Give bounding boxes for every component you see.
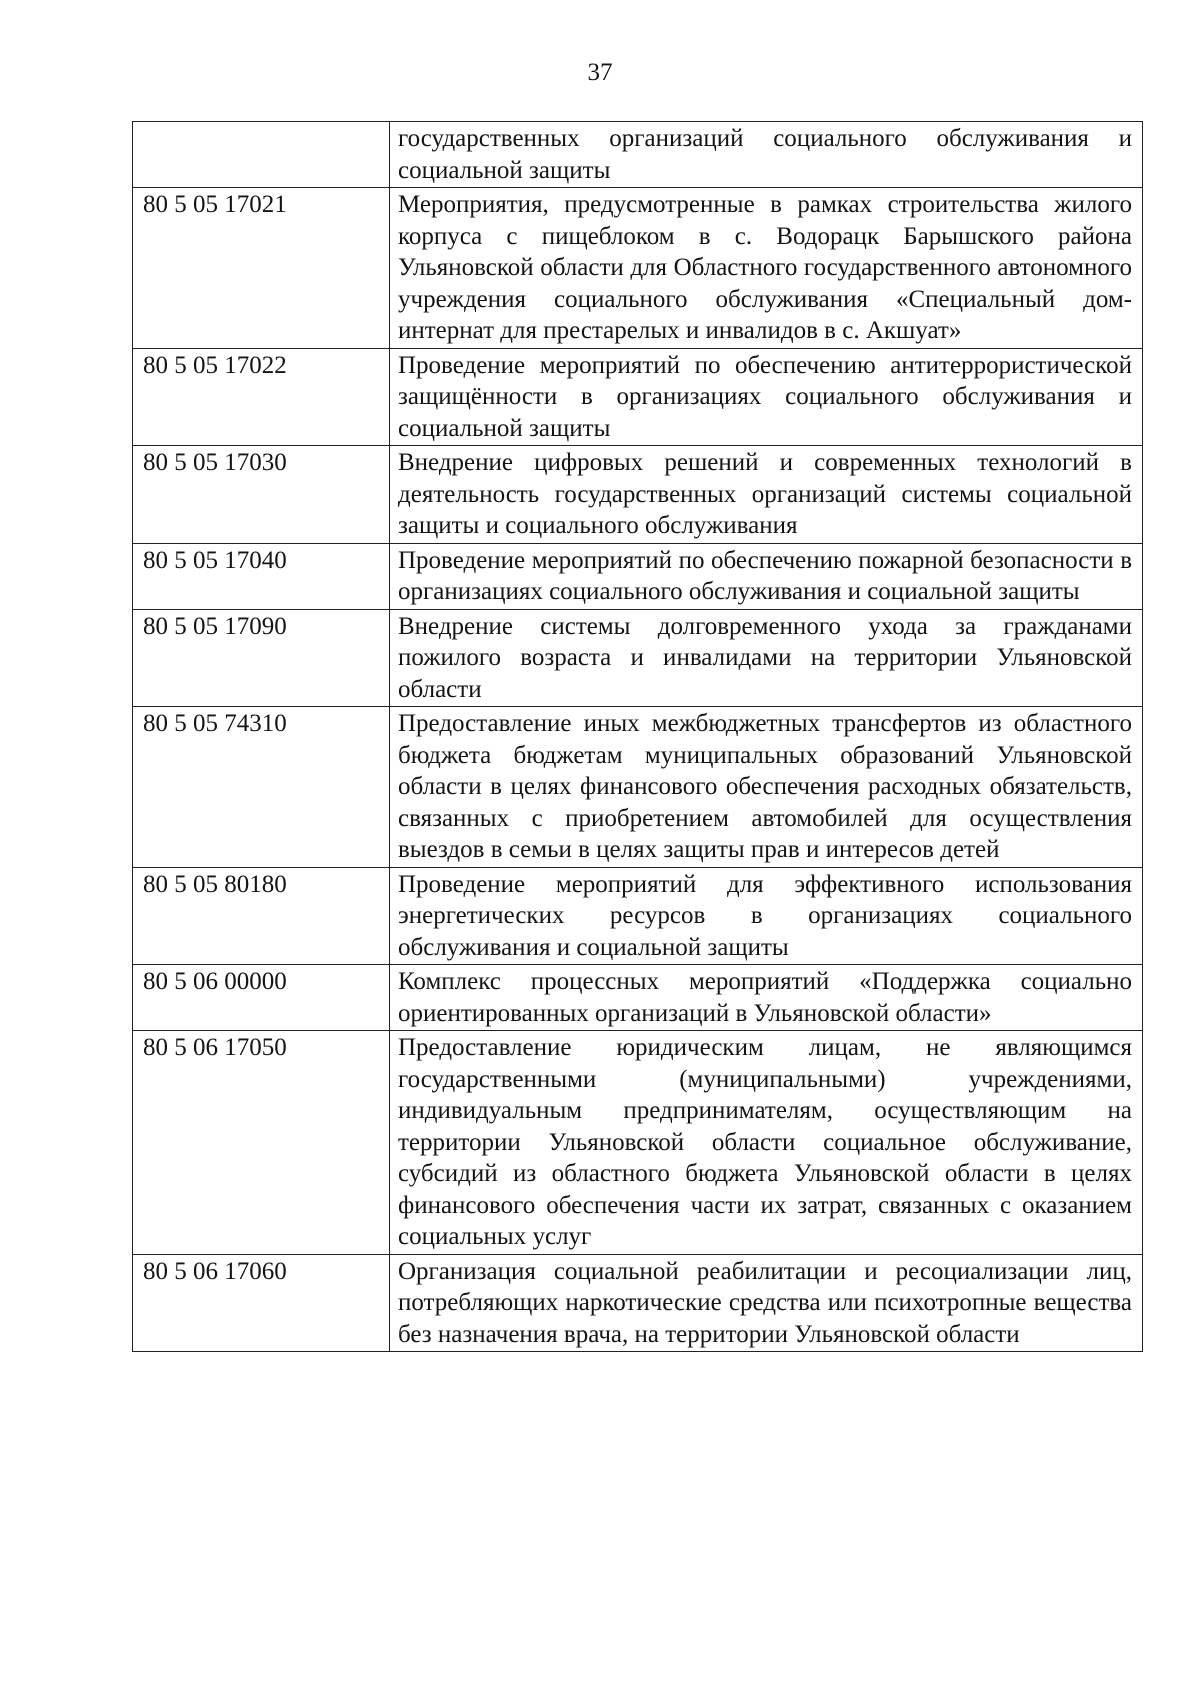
budget-code-cell: 80 5 05 80180 [133,867,390,965]
budget-code-cell: 80 5 06 17050 [133,1031,390,1255]
budget-code-cell: 80 5 05 17090 [133,609,390,707]
budget-code-cell: 80 5 05 17040 [133,543,390,609]
description-cell: Предоставление юридическим лицам, не являющимся государственными (муниципальными) учреждениями, индивидуальным предпринимателям, осуществляющим на территории Ульяновской области социальное обслуживание, субсидий из областного бюджета Ульяновской области в целях финансового обеспечения части их затрат, связанных с оказанием социальных услуг [390,1031,1143,1255]
description-cell: государственных организаций социального обслуживания и социальной защиты [390,122,1143,188]
budget-code-cell: 80 5 05 17030 [133,446,390,544]
budget-code-cell [133,122,390,188]
table-row [133,446,1143,544]
budget-code-table [132,121,1143,1352]
table-row [133,867,1143,965]
table-row [133,543,1143,609]
table-row [133,188,1143,349]
table-row [133,348,1143,446]
budget-code-cell: 80 5 06 00000 [133,965,390,1031]
table-row [133,707,1143,868]
description-cell: Предоставление иных межбюджетных трансфертов из областного бюджета бюджетам муниципальных образований Ульяновской области в целях финансового обеспечения расходных обязательств, связанных с приобретением автомобилей для осуществления выездов в семьи в целях защиты прав и интересов детей [390,707,1143,868]
description-cell: Мероприятия, предусмотренные в рамках строительства жилого корпуса с пищеблоком в с. Водорацк Барышского района Ульяновской области для Областного государственного автономного учреждения социального обслуживания «Специальный дом-интернат для престарелых и инвалидов в с. Акшуат» [390,188,1143,349]
budget-code-cell: 80 5 05 17022 [133,348,390,446]
table-row [133,1254,1143,1352]
description-cell: Проведение мероприятий по обеспечению антитеррористической защищённости в организациях социального обслуживания и социальной защиты [390,348,1143,446]
description-cell: Проведение мероприятий для эффективного использования энергетических ресурсов в организациях социального обслуживания и социальной защиты [390,867,1143,965]
page-number: 37 [587,59,613,86]
budget-code-cell: 80 5 06 17060 [133,1254,390,1352]
description-cell: Внедрение системы долговременного ухода за гражданами пожилого возраста и инвалидами на территории Ульяновской области [390,609,1143,707]
budget-code-cell: 80 5 05 17021 [133,188,390,349]
description-cell: Внедрение цифровых решений и современных технологий в деятельность государственных организаций системы социальной защиты и социального обслуживания [390,446,1143,544]
description-cell: Проведение мероприятий по обеспечению пожарной безопасности в организациях социального обслуживания и социальной защиты [390,543,1143,609]
table-row [133,609,1143,707]
budget-code-cell: 80 5 05 74310 [133,707,390,868]
table-row [133,1031,1143,1255]
description-cell: Организация социальной реабилитации и ресоциализации лиц, потребляющих наркотические средства или психотропные вещества без назначения врача, на территории Ульяновской области [390,1254,1143,1352]
table-row [133,965,1143,1031]
description-cell: Комплекс процессных мероприятий «Поддержка социально ориентированных организаций в Ульяновской области» [390,965,1143,1031]
table-row [133,122,1143,188]
